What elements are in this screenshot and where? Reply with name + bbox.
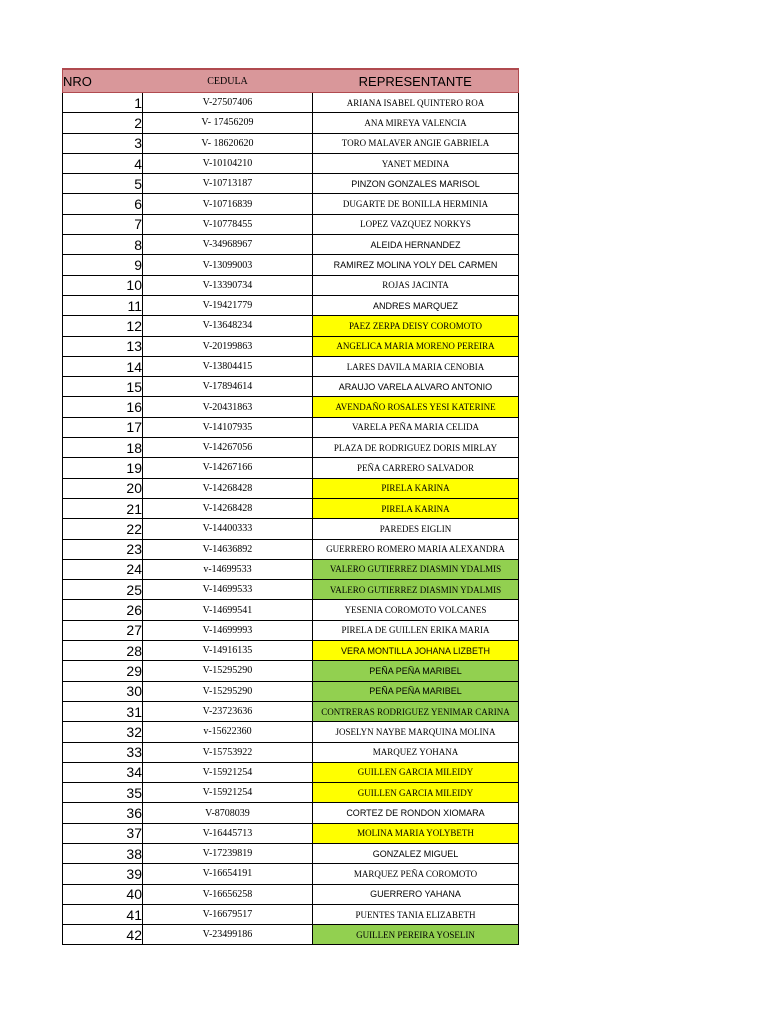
representante-cell: PEÑA PEÑA MARIBEL <box>313 661 519 681</box>
cedula-cell: V-14267166 <box>143 458 313 478</box>
row-number: 19 <box>63 458 143 478</box>
row-number: 37 <box>63 823 143 843</box>
cedula-cell: V-13099003 <box>143 255 313 275</box>
table-row <box>63 843 519 863</box>
cedula-cell: V-10713187 <box>143 174 313 194</box>
representante-cell: DUGARTE DE BONILLA HERMINIA <box>313 194 519 214</box>
representante-cell: ARAUJO VARELA ALVARO ANTONIO <box>313 377 519 397</box>
table-row <box>63 255 519 275</box>
row-number: 33 <box>63 742 143 762</box>
table-row <box>63 93 519 113</box>
table-row <box>63 275 519 295</box>
representante-cell: ROJAS JACINTA <box>313 275 519 295</box>
representante-cell: MOLINA MARIA YOLYBETH <box>313 823 519 843</box>
representante-cell: GUILLEN PEREIRA YOSELIN <box>313 925 519 945</box>
row-number: 35 <box>63 783 143 803</box>
row-number: 20 <box>63 478 143 498</box>
cedula-cell: V-14699993 <box>143 620 313 640</box>
cedula-cell: V-16654191 <box>143 864 313 884</box>
row-number: 32 <box>63 722 143 742</box>
representante-cell: TORO MALAVER ANGIE GABRIELA <box>313 133 519 153</box>
cedula-cell: V-15921254 <box>143 783 313 803</box>
row-number: 11 <box>63 295 143 315</box>
table-row <box>63 762 519 782</box>
row-number: 13 <box>63 336 143 356</box>
row-number: 24 <box>63 559 143 579</box>
representante-cell: JOSELYN NAYBE MARQUINA MOLINA <box>313 722 519 742</box>
table-row <box>63 397 519 417</box>
table-row <box>63 356 519 376</box>
row-number: 1 <box>63 93 143 113</box>
table-row <box>63 823 519 843</box>
cedula-cell: V-14268428 <box>143 498 313 518</box>
row-number: 6 <box>63 194 143 214</box>
header-row <box>63 69 519 93</box>
header-cedula: CEDULA <box>143 69 313 93</box>
row-number: 30 <box>63 681 143 701</box>
row-number: 8 <box>63 235 143 255</box>
header-representante: REPRESENTANTE <box>313 69 519 93</box>
representante-cell: PAEZ ZERPA DEISY COROMOTO <box>313 316 519 336</box>
row-number: 25 <box>63 580 143 600</box>
cedula-cell: V-14699541 <box>143 600 313 620</box>
table-row <box>63 498 519 518</box>
cedula-cell: V-10104210 <box>143 153 313 173</box>
cedula-cell: V-16445713 <box>143 823 313 843</box>
cedula-cell: V-27507406 <box>143 93 313 113</box>
table-row <box>63 214 519 234</box>
row-number: 23 <box>63 539 143 559</box>
table-row <box>63 884 519 904</box>
representante-cell: VALERO GUTIERREZ DIASMIN YDALMIS <box>313 580 519 600</box>
row-number: 42 <box>63 925 143 945</box>
cedula-cell: V-19421779 <box>143 295 313 315</box>
row-number: 7 <box>63 214 143 234</box>
representante-cell: ANGELICA MARIA MORENO PEREIRA <box>313 336 519 356</box>
representante-cell: PLAZA DE RODRIGUEZ DORIS MIRLAY <box>313 438 519 458</box>
row-number: 5 <box>63 174 143 194</box>
cedula-cell: V-23723636 <box>143 701 313 721</box>
table-row <box>63 194 519 214</box>
cedula-cell: V-10716839 <box>143 194 313 214</box>
cedula-cell: V-15295290 <box>143 681 313 701</box>
representante-cell: PINZON GONZALES MARISOL <box>313 174 519 194</box>
cedula-cell: V-23499186 <box>143 925 313 945</box>
row-number: 22 <box>63 519 143 539</box>
table-row <box>63 925 519 945</box>
table-row <box>63 377 519 397</box>
row-number: 15 <box>63 377 143 397</box>
table-row <box>63 580 519 600</box>
cedula-cell: V-34968967 <box>143 235 313 255</box>
row-number: 4 <box>63 153 143 173</box>
representante-cell: YESENIA COROMOTO VOLCANES <box>313 600 519 620</box>
table-row <box>63 620 519 640</box>
cedula-cell: V-14267056 <box>143 438 313 458</box>
table-row <box>63 113 519 133</box>
cedula-cell: V-17239819 <box>143 843 313 863</box>
cedula-cell: V-14107935 <box>143 417 313 437</box>
cedula-cell: v-15622360 <box>143 722 313 742</box>
cedula-cell: V-13390734 <box>143 275 313 295</box>
representante-cell: CONTRERAS RODRIGUEZ YENIMAR CARINA <box>313 701 519 721</box>
table-row <box>63 174 519 194</box>
row-number: 17 <box>63 417 143 437</box>
representatives-table <box>62 68 519 945</box>
table-row <box>63 722 519 742</box>
table-row <box>63 417 519 437</box>
row-number: 14 <box>63 356 143 376</box>
representante-cell: ANDRES MARQUEZ <box>313 295 519 315</box>
row-number: 16 <box>63 397 143 417</box>
representante-cell: MARQUEZ PEÑA COROMOTO <box>313 864 519 884</box>
table-row <box>63 600 519 620</box>
representante-cell: ANA MIREYA VALENCIA <box>313 113 519 133</box>
row-number: 36 <box>63 803 143 823</box>
row-number: 29 <box>63 661 143 681</box>
representante-cell: PIRELA DE GUILLEN ERIKA MARIA <box>313 620 519 640</box>
representante-cell: PIRELA KARINA <box>313 478 519 498</box>
table-row <box>63 559 519 579</box>
row-number: 26 <box>63 600 143 620</box>
representante-cell: ARIANA ISABEL QUINTERO ROA <box>313 93 519 113</box>
cedula-cell: V-14636892 <box>143 539 313 559</box>
row-number: 39 <box>63 864 143 884</box>
representante-cell: GUERRERO ROMERO MARIA ALEXANDRA <box>313 539 519 559</box>
cedula-cell: V-15753922 <box>143 742 313 762</box>
row-number: 9 <box>63 255 143 275</box>
cedula-cell: V-16679517 <box>143 904 313 924</box>
representante-cell: RAMIREZ MOLINA YOLY DEL CARMEN <box>313 255 519 275</box>
table-row <box>63 539 519 559</box>
table-row <box>63 478 519 498</box>
table-row <box>63 803 519 823</box>
row-number: 38 <box>63 843 143 863</box>
cedula-cell: V- 17456209 <box>143 113 313 133</box>
table-row <box>63 153 519 173</box>
table-row <box>63 235 519 255</box>
representante-cell: VALERO GUTIERREZ DIASMIN YDALMIS <box>313 559 519 579</box>
representante-cell: PEÑA CARRERO SALVADOR <box>313 458 519 478</box>
cedula-cell: V-15921254 <box>143 762 313 782</box>
cedula-cell: V-20431863 <box>143 397 313 417</box>
cedula-cell: V- 18620620 <box>143 133 313 153</box>
representante-cell: GUILLEN GARCIA MILEIDY <box>313 762 519 782</box>
representante-cell: VARELA PEÑA MARIA CELIDA <box>313 417 519 437</box>
representante-cell: AVENDAÑO ROSALES YESI KATERINE <box>313 397 519 417</box>
table-row <box>63 661 519 681</box>
table-row <box>63 904 519 924</box>
table-row <box>63 336 519 356</box>
representante-cell: PEÑA PEÑA MARIBEL <box>313 681 519 701</box>
representante-cell: GUILLEN GARCIA MILEIDY <box>313 783 519 803</box>
row-number: 34 <box>63 762 143 782</box>
table-body <box>63 93 519 945</box>
cedula-cell: V-20199863 <box>143 336 313 356</box>
table-row <box>63 458 519 478</box>
header-nro: NRO <box>63 69 143 93</box>
representante-cell: PIRELA KARINA <box>313 498 519 518</box>
cedula-cell: V-16656258 <box>143 884 313 904</box>
cedula-cell: V-13648234 <box>143 316 313 336</box>
row-number: 31 <box>63 701 143 721</box>
representante-cell: YANET MEDINA <box>313 153 519 173</box>
representante-cell: PAREDES EIGLIN <box>313 519 519 539</box>
representante-cell: LOPEZ VAZQUEZ NORKYS <box>313 214 519 234</box>
table-row <box>63 701 519 721</box>
row-number: 28 <box>63 641 143 661</box>
table-row <box>63 438 519 458</box>
cedula-cell: V-10778455 <box>143 214 313 234</box>
row-number: 40 <box>63 884 143 904</box>
row-number: 18 <box>63 438 143 458</box>
cedula-cell: V-14400333 <box>143 519 313 539</box>
table-row <box>63 641 519 661</box>
cedula-cell: V-14699533 <box>143 580 313 600</box>
row-number: 10 <box>63 275 143 295</box>
table-row <box>63 316 519 336</box>
representante-cell: GONZALEZ MIGUEL <box>313 843 519 863</box>
representante-cell: GUERRERO YAHANA <box>313 884 519 904</box>
table-row <box>63 864 519 884</box>
cedula-cell: V-13804415 <box>143 356 313 376</box>
representante-cell: LARES DAVILA MARIA CENOBIA <box>313 356 519 376</box>
row-number: 27 <box>63 620 143 640</box>
row-number: 41 <box>63 904 143 924</box>
row-number: 2 <box>63 113 143 133</box>
representante-cell: VERA MONTILLA JOHANA LIZBETH <box>313 641 519 661</box>
row-number: 3 <box>63 133 143 153</box>
cedula-cell: V-14268428 <box>143 478 313 498</box>
representante-cell: CORTEZ DE RONDON XIOMARA <box>313 803 519 823</box>
row-number: 21 <box>63 498 143 518</box>
table-row <box>63 295 519 315</box>
cedula-cell: V-8708039 <box>143 803 313 823</box>
table-row <box>63 519 519 539</box>
representante-cell: ALEIDA HERNANDEZ <box>313 235 519 255</box>
cedula-cell: V-15295290 <box>143 661 313 681</box>
table-row <box>63 681 519 701</box>
table-row <box>63 133 519 153</box>
representante-cell: PUENTES TANIA ELIZABETH <box>313 904 519 924</box>
representante-cell: MARQUEZ YOHANA <box>313 742 519 762</box>
row-number: 12 <box>63 316 143 336</box>
cedula-cell: V-14916135 <box>143 641 313 661</box>
table-row <box>63 783 519 803</box>
cedula-cell: v-14699533 <box>143 559 313 579</box>
table-row <box>63 742 519 762</box>
cedula-cell: V-17894614 <box>143 377 313 397</box>
